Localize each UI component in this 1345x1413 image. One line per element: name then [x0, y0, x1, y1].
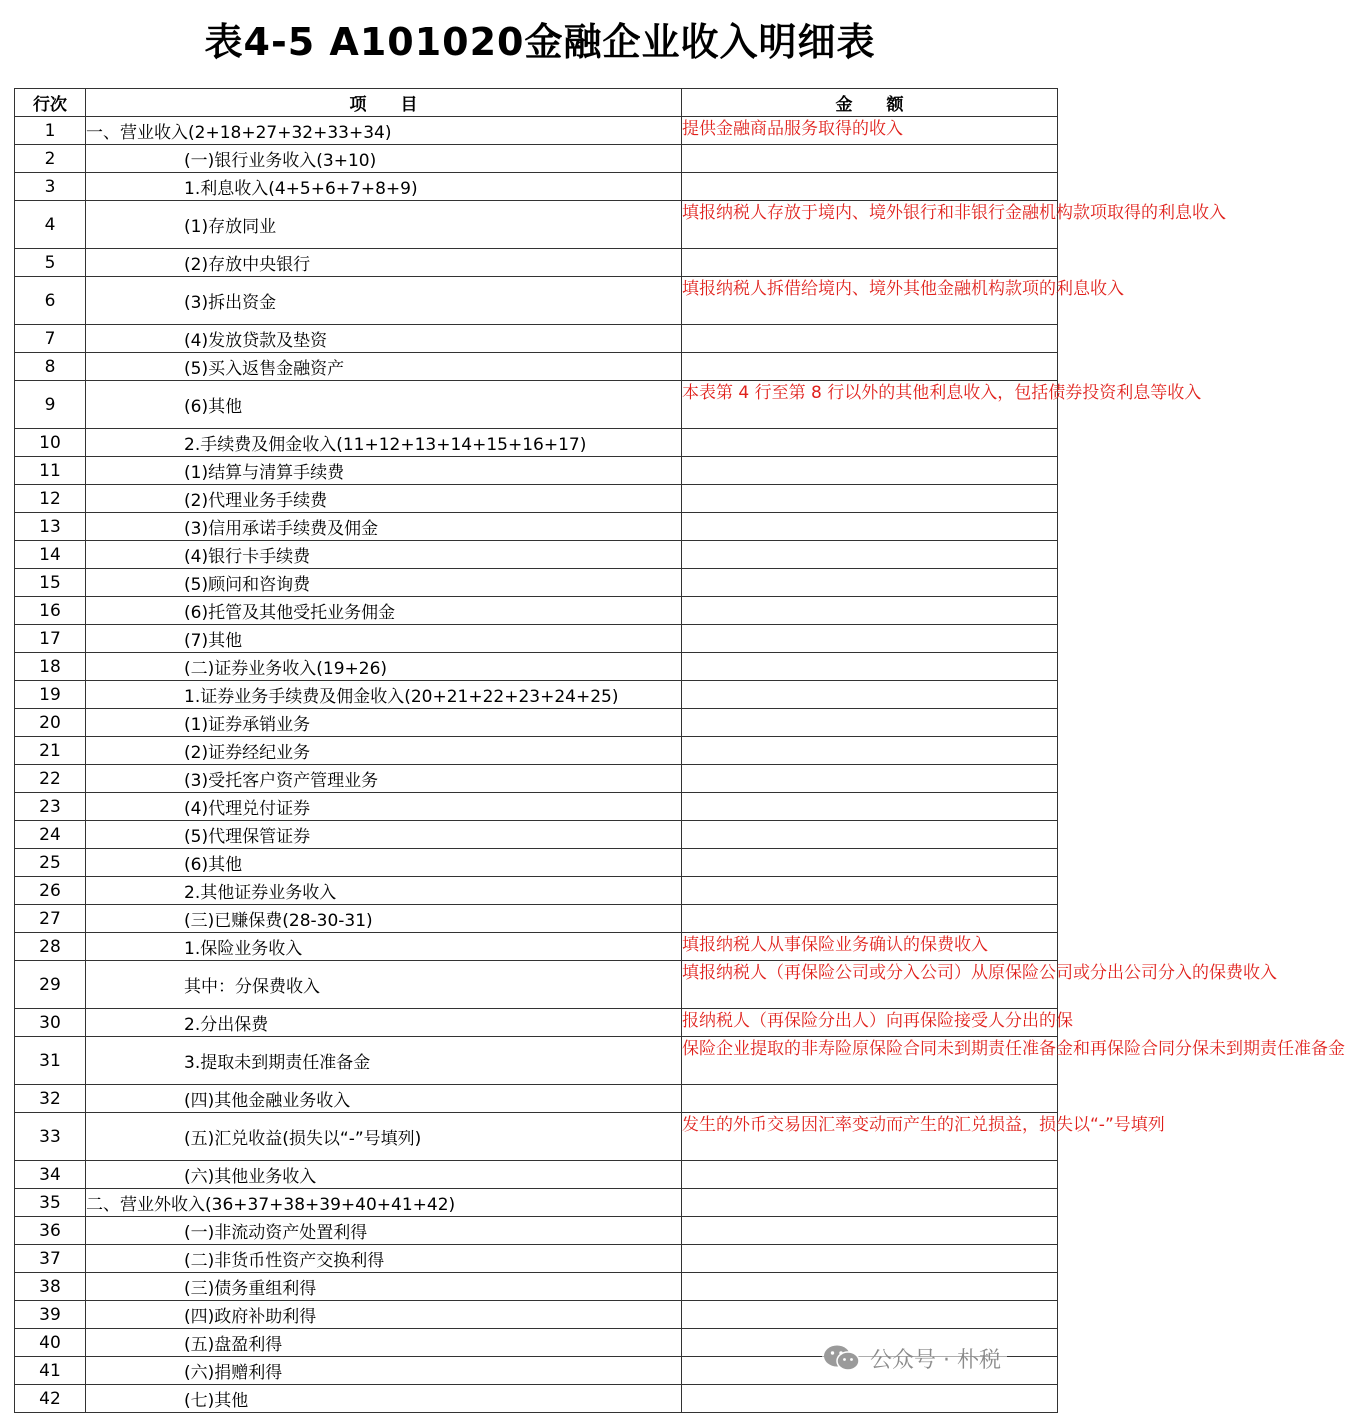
row-item: (2)存放中央银行 [86, 249, 682, 277]
row-number: 35 [15, 1189, 86, 1217]
table-row [15, 485, 1058, 513]
row-number: 30 [15, 1009, 86, 1037]
row-number: 37 [15, 1245, 86, 1273]
table-row [15, 821, 1058, 849]
row-item: 其中：分保费收入 [86, 961, 682, 1009]
row-number: 34 [15, 1161, 86, 1189]
table-row [15, 849, 1058, 877]
row-number: 21 [15, 737, 86, 765]
row-amount-note [682, 1161, 1058, 1189]
table-header-row [15, 89, 1058, 117]
row-amount-note [682, 513, 1058, 541]
row-item: (3)信用承诺手续费及佣金 [86, 513, 682, 541]
row-item: (6)托管及其他受托业务佣金 [86, 597, 682, 625]
row-number: 9 [15, 381, 86, 429]
row-item: (3)拆出资金 [86, 277, 682, 325]
row-amount-note [682, 849, 1058, 877]
table-row [15, 381, 1058, 429]
row-amount-note: 发生的外币交易因汇率变动而产生的汇兑损益，损失以“-”号填列 [682, 1113, 1058, 1161]
row-amount-note [682, 353, 1058, 381]
row-amount-note [682, 145, 1058, 173]
row-amount-note [682, 569, 1058, 597]
row-item: (1)存放同业 [86, 201, 682, 249]
row-number: 20 [15, 709, 86, 737]
row-number: 27 [15, 905, 86, 933]
row-item: (6)其他 [86, 381, 682, 429]
row-amount-note [682, 485, 1058, 513]
row-number: 2 [15, 145, 86, 173]
row-amount-note [682, 653, 1058, 681]
row-amount-note [682, 1245, 1058, 1273]
row-amount-note [682, 1189, 1058, 1217]
row-item: 1.保险业务收入 [86, 933, 682, 961]
table-row [15, 325, 1058, 353]
table-row [15, 737, 1058, 765]
table-row [15, 1085, 1058, 1113]
row-number: 19 [15, 681, 86, 709]
table-row [15, 1037, 1058, 1085]
row-amount-note [682, 737, 1058, 765]
row-number: 6 [15, 277, 86, 325]
row-amount-note [682, 1085, 1058, 1113]
table-row [15, 1245, 1058, 1273]
table-row [15, 653, 1058, 681]
row-item: (五)盘盈利得 [86, 1329, 682, 1357]
row-amount-note [682, 905, 1058, 933]
watermark-text: 公众号 · 朴税 [870, 1347, 1001, 1373]
table-row [15, 877, 1058, 905]
row-amount-note [682, 325, 1058, 353]
row-number: 18 [15, 653, 86, 681]
row-amount-note [682, 429, 1058, 457]
table-row [15, 277, 1058, 325]
table-row [15, 1273, 1058, 1301]
row-number: 1 [15, 117, 86, 145]
row-item: 1.利息收入(4+5+6+7+8+9) [86, 173, 682, 201]
row-amount-note [682, 877, 1058, 905]
row-number: 24 [15, 821, 86, 849]
row-item: (二)证券业务收入(19+26) [86, 653, 682, 681]
row-item: (6)其他 [86, 849, 682, 877]
table-row [15, 249, 1058, 277]
table-row [15, 1301, 1058, 1329]
row-number: 4 [15, 201, 86, 249]
row-item: 3.提取未到期责任准备金 [86, 1037, 682, 1085]
table-row [15, 513, 1058, 541]
row-item: 二、营业外收入(36+37+38+39+40+41+42) [86, 1189, 682, 1217]
row-item: 2.手续费及佣金收入(11+12+13+14+15+16+17) [86, 429, 682, 457]
row-item: (七)其他 [86, 1385, 682, 1413]
table-row [15, 145, 1058, 173]
row-item: 一、营业收入(2+18+27+32+33+34) [86, 117, 682, 145]
row-amount-note [682, 173, 1058, 201]
row-amount-note: 提供金融商品服务取得的收入 [682, 117, 1058, 145]
table-row [15, 681, 1058, 709]
row-number: 33 [15, 1113, 86, 1161]
row-amount-note [682, 249, 1058, 277]
row-item: (4)发放贷款及垫资 [86, 325, 682, 353]
table-row [15, 201, 1058, 249]
row-item: (二)非货币性资产交换利得 [86, 1245, 682, 1273]
row-number: 8 [15, 353, 86, 381]
row-amount-note [682, 681, 1058, 709]
page-title: 表4-5 A101020金融企业收入明细表 [204, 20, 876, 64]
row-number: 28 [15, 933, 86, 961]
row-number: 13 [15, 513, 86, 541]
row-amount-note [682, 765, 1058, 793]
header-amount: 金 额 [682, 89, 1058, 117]
row-item: (1)证券承销业务 [86, 709, 682, 737]
row-item: (4)代理兑付证券 [86, 793, 682, 821]
row-amount-note [682, 597, 1058, 625]
row-item: (一)银行业务收入(3+10) [86, 145, 682, 173]
row-item: (3)受托客户资产管理业务 [86, 765, 682, 793]
row-item: 2.其他证券业务收入 [86, 877, 682, 905]
table-row [15, 457, 1058, 485]
row-number: 41 [15, 1357, 86, 1385]
row-item: (7)其他 [86, 625, 682, 653]
row-amount-note [682, 1217, 1058, 1245]
row-item: (六)捐赠利得 [86, 1357, 682, 1385]
table-body [15, 117, 1345, 1413]
row-number: 17 [15, 625, 86, 653]
row-number: 26 [15, 877, 86, 905]
row-item: (三)已赚保费(28-30-31) [86, 905, 682, 933]
row-number: 32 [15, 1085, 86, 1113]
row-item: (四)其他金融业务收入 [86, 1085, 682, 1113]
row-number: 14 [15, 541, 86, 569]
row-item: (2)证券经纪业务 [86, 737, 682, 765]
row-number: 3 [15, 173, 86, 201]
row-amount-note: 保险企业提取的非寿险原保险合同未到期责任准备金和再保险合同分保未到期责任准备金 [682, 1037, 1058, 1085]
row-amount-note: 报纳税人（再保险分出人）向再保险接受人分出的保 [682, 1009, 1058, 1037]
row-amount-note: 本表第 4 行至第 8 行以外的其他利息收入，包括债券投资利息等收入 [682, 381, 1058, 429]
table-row [15, 597, 1058, 625]
row-item: 1.证券业务手续费及佣金收入(20+21+22+23+24+25) [86, 681, 682, 709]
row-number: 39 [15, 1301, 86, 1329]
table-row [15, 1189, 1058, 1217]
income-detail-table [14, 88, 1345, 1413]
table-row [15, 1161, 1058, 1189]
row-item: (4)银行卡手续费 [86, 541, 682, 569]
wechat-icon [822, 1343, 862, 1373]
row-number: 29 [15, 961, 86, 1009]
row-amount-note [682, 1273, 1058, 1301]
row-item: (5)买入返售金融资产 [86, 353, 682, 381]
row-item: (5)顾问和咨询费 [86, 569, 682, 597]
header-item: 项 目 [86, 89, 682, 117]
row-amount-note [682, 541, 1058, 569]
row-item: (一)非流动资产处置利得 [86, 1217, 682, 1245]
table-row [15, 961, 1058, 1009]
row-number: 16 [15, 597, 86, 625]
row-amount-note [682, 709, 1058, 737]
table-row [15, 905, 1058, 933]
row-amount-note: 填报纳税人从事保险业务确认的保费收入 [682, 933, 1058, 961]
row-amount-note: 填报纳税人拆借给境内、境外其他金融机构款项的利息收入 [682, 277, 1058, 325]
row-number: 22 [15, 765, 86, 793]
row-number: 31 [15, 1037, 86, 1085]
row-number: 11 [15, 457, 86, 485]
row-item: 2.分出保费 [86, 1009, 682, 1037]
row-number: 38 [15, 1273, 86, 1301]
row-item: (2)代理业务手续费 [86, 485, 682, 513]
table-row [15, 429, 1058, 457]
table-row [15, 1009, 1058, 1037]
table-row [15, 625, 1058, 653]
row-amount-note: 填报纳税人（再保险公司或分入公司）从原保险公司或分出公司分入的保费收入 [682, 961, 1058, 1009]
row-item: (五)汇兑收益(损失以“-”号填列) [86, 1113, 682, 1161]
row-number: 7 [15, 325, 86, 353]
row-item: (5)代理保管证券 [86, 821, 682, 849]
row-amount-note [682, 1385, 1058, 1413]
table-row [15, 353, 1058, 381]
row-item: (四)政府补助利得 [86, 1301, 682, 1329]
table-row [15, 793, 1058, 821]
row-number: 12 [15, 485, 86, 513]
row-number: 25 [15, 849, 86, 877]
row-number: 15 [15, 569, 86, 597]
row-amount-note [682, 625, 1058, 653]
row-number: 10 [15, 429, 86, 457]
header-row-no: 行次 [15, 89, 86, 117]
table-row [15, 173, 1058, 201]
row-number: 42 [15, 1385, 86, 1413]
row-amount-note [682, 793, 1058, 821]
table-row [15, 1385, 1058, 1413]
row-item: (1)结算与清算手续费 [86, 457, 682, 485]
table-row [15, 1217, 1058, 1245]
table-row [15, 569, 1058, 597]
table-row [15, 541, 1058, 569]
row-item: (六)其他业务收入 [86, 1161, 682, 1189]
row-item: (三)债务重组利得 [86, 1273, 682, 1301]
row-number: 36 [15, 1217, 86, 1245]
table-row [15, 765, 1058, 793]
table-row [15, 709, 1058, 737]
row-amount-note [682, 821, 1058, 849]
table-row [15, 117, 1058, 145]
watermark [822, 1342, 1007, 1374]
row-number: 23 [15, 793, 86, 821]
row-amount-note: 填报纳税人存放于境内、境外银行和非银行金融机构款项取得的利息收入 [682, 201, 1058, 249]
table-row [15, 1113, 1058, 1161]
row-number: 40 [15, 1329, 86, 1357]
row-amount-note [682, 457, 1058, 485]
row-number: 5 [15, 249, 86, 277]
row-amount-note [682, 1301, 1058, 1329]
table-row [15, 933, 1058, 961]
